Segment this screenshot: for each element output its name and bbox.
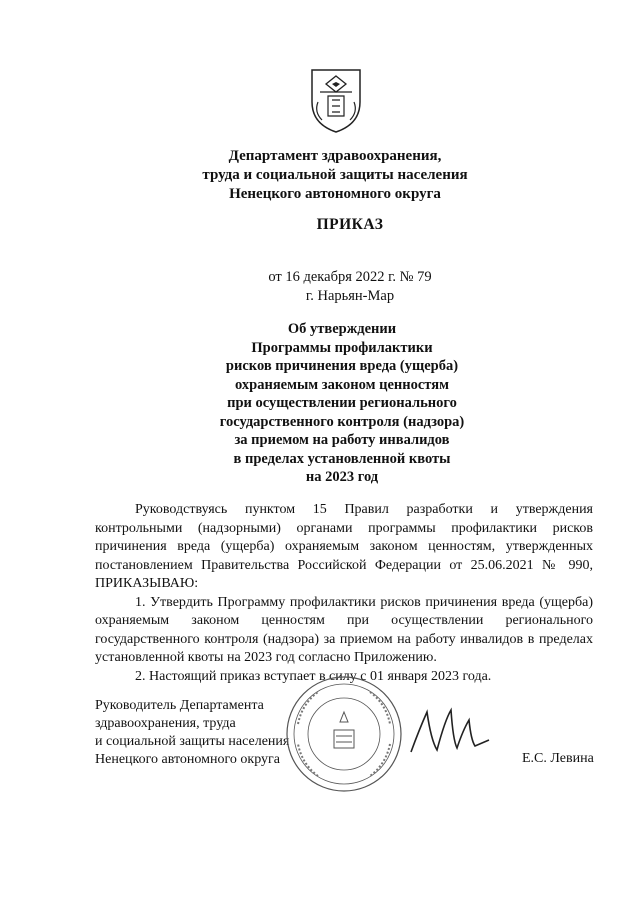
signer-name: Е.С. Левина — [522, 751, 594, 766]
signature-line: Руководитель Департамента — [95, 698, 264, 713]
document-type: ПРИКАЗ — [316, 216, 384, 233]
signature-line: Ненецкого автономного округа — [95, 752, 280, 767]
title-line: за приемом на работу инвалидов — [234, 432, 450, 448]
date-line: от 16 декабря 2022 г. № 79 — [268, 269, 432, 285]
signature-line: здравоохранения, труда — [95, 716, 236, 731]
header-line: Департамент здравоохранения, — [228, 148, 442, 164]
handwritten-signature-icon — [405, 700, 495, 760]
title-line: охраняемым законом ценностям — [235, 376, 449, 393]
department-header — [0, 147, 640, 204]
title-line: на 2023 год — [305, 469, 379, 485]
title-line: Программы профилактики — [251, 339, 433, 356]
header-line: труда и социальной защиты населения — [202, 167, 468, 183]
title-line: в пределах установленной квоты — [233, 450, 451, 467]
body-paragraph: 1. Утвердить Программу профилактики рисков причинения вреда (ущерба) охраняемым законом ценностям при осуществлении регионального государственного контроля (надзора) за приемом на работу инвалидов в пределах установленной квоты на 2023 год согласно Приложению. — [95, 594, 593, 665]
document-body — [95, 501, 593, 686]
body-paragraph: 2. Настоящий приказ вступает в силу с 01 января 2023 года. — [135, 668, 492, 684]
title-line: Об утверждении — [287, 321, 397, 337]
date-block — [30, 268, 640, 306]
official-stamp-icon — [284, 674, 404, 794]
city-line: г. Нарьян-Мар — [305, 288, 395, 304]
body-paragraph: Руководствуясь пунктом 15 Правил разработки и утверждения контрольными (надзорными) органами программы профилактики рисков причинения вреда (ущерба) охраняемым законом ценностям, утвержденных постановлением Правительства Российской Федерации от 25.06.2021 № 990, ПРИКАЗЫВАЮ: — [95, 502, 593, 591]
title-line: государственного контроля (надзора) — [219, 413, 465, 430]
title-line: при осуществлении регионального — [227, 395, 457, 411]
header-line: Ненецкого автономного округа — [229, 186, 441, 202]
signature-line: и социальной защиты населения — [95, 734, 290, 749]
title-line: рисков причинения вреда (ущерба) — [225, 358, 459, 374]
coat-of-arms-icon — [306, 62, 366, 134]
document-title — [22, 320, 640, 487]
signature-block — [95, 697, 289, 769]
